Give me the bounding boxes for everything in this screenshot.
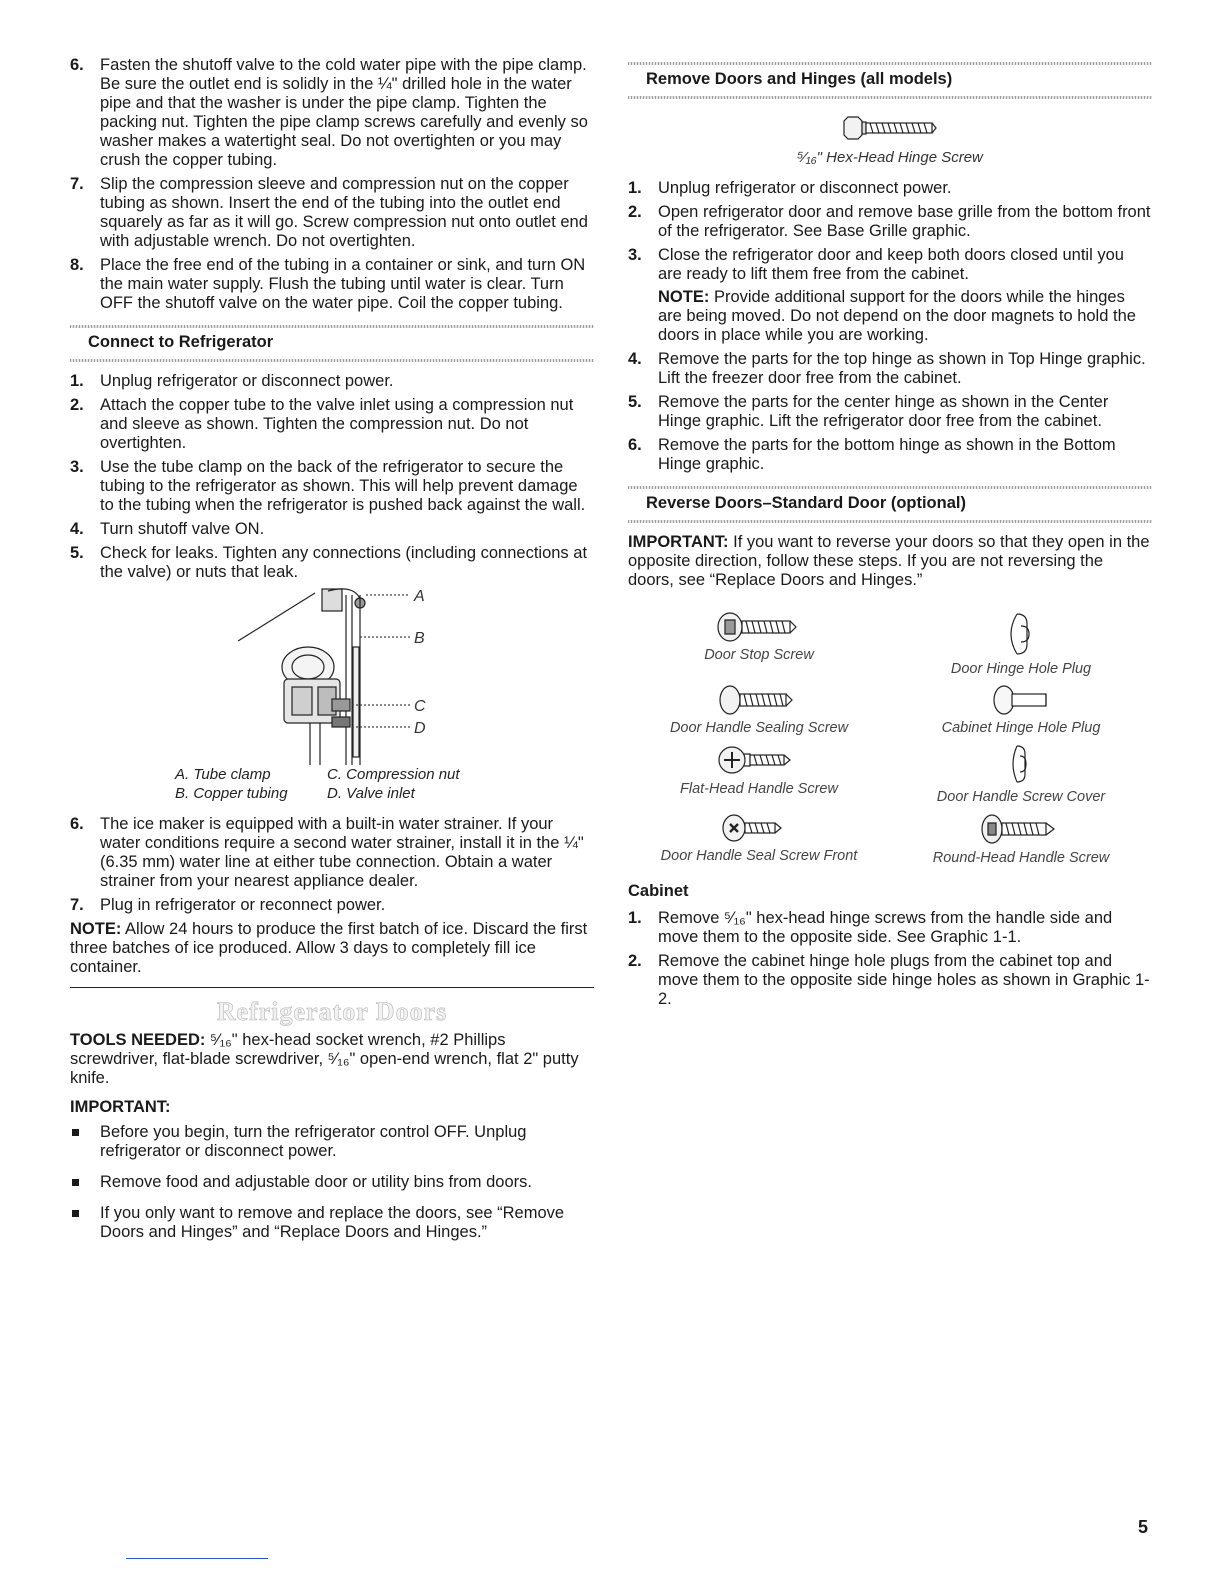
- important-bullets: [70, 1123, 594, 1242]
- bullet-text: Before you begin, turn the refrigerator control OFF. Unplug refrigerator or disconnect power.: [100, 1123, 527, 1160]
- step-text: Unplug refrigerator or disconnect power.: [658, 179, 952, 197]
- step-text: Plug in refrigerator or reconnect power.: [100, 896, 386, 914]
- step-text: Remove ⁵⁄₁₆" hex-head hinge screws from the handle side and move them to the opposite side. See Graphic 1-1.: [658, 909, 1113, 946]
- legend-a: A. Tube clamp: [175, 766, 271, 783]
- step-number: 4.: [70, 520, 84, 538]
- step-text: Close the refrigerator door and keep both doors closed until you are ready to lift them free from the cabinet.: [658, 246, 1124, 283]
- important-label: IMPORTANT:: [628, 533, 729, 551]
- list-item: [70, 396, 594, 453]
- callout-b: B: [414, 630, 425, 647]
- list-item: [628, 179, 1152, 198]
- bullet-text: Remove food and adjustable door or utility bins from doors.: [100, 1173, 532, 1191]
- step-text: Open refrigerator door and remove base grille from the bottom front of the refrigerator. See Base Grille graphic.: [658, 203, 1151, 240]
- part-door-handle-seal-screw-front: [628, 811, 890, 868]
- connect-steps-list: [70, 372, 594, 582]
- step-number: 6.: [70, 56, 84, 74]
- step-text: Turn shutoff valve ON.: [100, 520, 265, 538]
- step-number: 3.: [628, 246, 642, 264]
- section-divider: [70, 987, 594, 988]
- list-item: [70, 56, 594, 170]
- step-number: 2.: [70, 396, 84, 414]
- water-steps-list: [70, 56, 594, 313]
- door-hinge-hole-plug-icon: [991, 610, 1051, 658]
- page-number: 5: [1137, 1517, 1148, 1537]
- legend-b: B. Copper tubing: [175, 785, 288, 802]
- list-item: [628, 350, 1152, 388]
- step-number: 6.: [70, 815, 84, 833]
- list-item: [70, 458, 594, 515]
- list-item: [70, 544, 594, 582]
- list-item: [628, 246, 1152, 345]
- compression-nut-shape: [332, 699, 350, 711]
- bullet-square-icon: [72, 1210, 79, 1217]
- door-handle-screw-cover-icon: [991, 742, 1051, 786]
- step-text: Remove the parts for the center hinge as shown in the Center Hinge graphic. Lift the refrigerator door free from the cabinet.: [658, 393, 1109, 430]
- after-steps-list: [70, 815, 594, 915]
- reverse-important: [628, 533, 1152, 590]
- tube-clamp-shape: [322, 589, 342, 611]
- part-caption: Door Handle Seal Screw Front: [660, 848, 858, 864]
- round-head-handle-screw-icon: [976, 811, 1066, 847]
- door-handle-sealing-screw-icon: [714, 683, 804, 717]
- remove-heading: Remove Doors and Hinges (all models): [628, 62, 1152, 99]
- step-number: 1.: [70, 372, 84, 390]
- step-number: 2.: [628, 203, 642, 221]
- figure-legend: [175, 765, 594, 803]
- step-text: Use the tube clamp on the back of the refrigerator to secure the tubing to the refrigerator as shown. This will help prevent damage to the tubing when the refrigerator is pushed back against the wall.: [100, 458, 586, 514]
- part-door-hinge-hole-plug: [890, 610, 1152, 679]
- note-label: NOTE:: [70, 920, 122, 938]
- list-item: [70, 1123, 594, 1161]
- valve-illustration: [70, 587, 594, 765]
- hinge-screw-caption: ⁵⁄₁₆" Hex-Head Hinge Screw: [797, 149, 983, 166]
- important-text: If you want to reverse your doors so that they open in the opposite direction, follow these steps. If you are not reversing the doors, see “Replace Doors and Hinges.”: [628, 533, 1150, 589]
- legend-d: D. Valve inlet: [327, 785, 415, 802]
- tools-text: ⁵⁄₁₆" hex-head socket wrench, #2 Phillips screwdriver, flat-blade screwdriver, ⁵⁄₁₆" open-end wrench, flat 2" putty knife.: [70, 1031, 579, 1087]
- part-caption: Cabinet Hinge Hole Plug: [941, 720, 1101, 736]
- reverse-heading: Reverse Doors–Standard Door (optional): [628, 486, 1152, 523]
- step-text: Check for leaks. Tighten any connections (including connections at the valve) or nuts that leak.: [100, 544, 588, 581]
- step-text: Place the free end of the tubing in a container or sink, and turn ON the main water supply. Flush the tubing until water is clear. Turn OFF the shutoff valve on the water pipe. Coil the copper tubing.: [100, 256, 586, 312]
- bullet-square-icon: [72, 1129, 79, 1136]
- step-number: 7.: [70, 896, 84, 914]
- flat-head-handle-screw-icon: [714, 742, 804, 778]
- list-item: [70, 520, 594, 539]
- part-caption: Door Handle Sealing Screw: [669, 720, 849, 736]
- note-label: NOTE:: [658, 288, 710, 306]
- list-item: [628, 203, 1152, 241]
- step-text: Remove the cabinet hinge hole plugs from the cabinet top and move them to the opposite side hinge holes as shown in Graphic 1-2.: [658, 952, 1150, 1008]
- part-caption: Door Hinge Hole Plug: [950, 661, 1092, 677]
- step-text: Attach the copper tube to the valve inlet using a compression nut and sleeve as shown. Tighten the compression nut. Do not overtighten.: [100, 396, 574, 452]
- part-door-handle-screw-cover: [890, 742, 1152, 807]
- step-text: Unplug refrigerator or disconnect power.: [100, 372, 394, 390]
- part-door-stop-screw: [628, 610, 890, 679]
- hex-head-hinge-screw-icon: [840, 113, 940, 143]
- note-text: Provide additional support for the doors while the hinges are being moved. Do not depend on the door magnets to hold the doors in place while you are working.: [658, 288, 1136, 344]
- step-number: 8.: [70, 256, 84, 274]
- step-text: Remove the parts for the bottom hinge as shown in the Bottom Hinge graphic.: [658, 436, 1116, 473]
- part-caption: Door Handle Screw Cover: [936, 789, 1106, 805]
- valve-connection-figure: [70, 587, 594, 765]
- step-number: 5.: [70, 544, 84, 562]
- part-flat-head-handle-screw: [628, 742, 890, 807]
- step-text: Fasten the shutoff valve to the cold water pipe with the pipe clamp. Be sure the outlet end is solidly in the ¼" drilled hole in the water pipe and that the washer is under the pipe clamp. Tighten the packing nut. Tighten the pipe clamp screws carefully and evenly so washer makes a watertight seal. Do not overtighten or you may crush the copper tubing.: [100, 56, 588, 169]
- list-item: [628, 436, 1152, 474]
- list-item: [70, 815, 594, 891]
- step-number: 7.: [70, 175, 84, 193]
- step-number: 2.: [628, 952, 642, 970]
- list-item: [628, 952, 1152, 1009]
- list-item: [70, 372, 594, 391]
- part-cabinet-hinge-hole-plug: [890, 683, 1152, 738]
- footer-rule: [126, 1558, 268, 1559]
- tools-needed: [70, 1031, 594, 1088]
- door-stop-screw-icon: [714, 610, 804, 644]
- part-caption: Door Stop Screw: [704, 647, 814, 663]
- callout-a: A: [414, 588, 425, 605]
- parts-grid: [628, 610, 1152, 868]
- chapter-title: Refrigerator Doors: [216, 997, 448, 1026]
- cabinet-steps-list: [628, 909, 1152, 1009]
- list-item: [70, 1204, 594, 1242]
- left-column: [70, 56, 594, 1254]
- ice-note: [70, 920, 594, 977]
- cabinet-heading: Cabinet: [628, 882, 689, 900]
- list-item: [628, 393, 1152, 431]
- list-item: [70, 175, 594, 251]
- door-handle-seal-screw-front-icon: [714, 811, 804, 845]
- step-number: 3.: [70, 458, 84, 476]
- part-door-handle-sealing-screw: [628, 683, 890, 738]
- list-item: [70, 896, 594, 915]
- step-text: Slip the compression sleeve and compression nut on the copper tubing as shown. Insert the end of the tubing into the outlet end squarely as far as it will go. Screw compression nut onto outlet end with adjustable wrench. Do not overtighten.: [100, 175, 588, 250]
- list-item: [70, 256, 594, 313]
- part-round-head-handle-screw: [890, 811, 1152, 868]
- part-caption: Flat-Head Handle Screw: [680, 781, 838, 797]
- important-label: IMPORTANT:: [70, 1098, 171, 1116]
- right-column: [628, 56, 1152, 1014]
- leader-line: [238, 593, 315, 641]
- cabinet-hinge-hole-plug-icon: [986, 683, 1056, 717]
- bullet-text: If you only want to remove and replace the doors, see “Remove Doors and Hinges” and “Replace Doors and Hinges.”: [100, 1204, 565, 1241]
- connect-heading: Connect to Refrigerator: [70, 325, 594, 362]
- step-number: 4.: [628, 350, 642, 368]
- step-number: 5.: [628, 393, 642, 411]
- list-item: [628, 909, 1152, 947]
- step-number: 6.: [628, 436, 642, 454]
- list-item: [70, 1173, 594, 1192]
- step-text: Remove the parts for the top hinge as shown in Top Hinge graphic. Lift the freezer door free from the cabinet.: [658, 350, 1146, 387]
- remove-note: [658, 288, 1152, 345]
- step-text: The ice maker is equipped with a built-in water strainer. If your water conditions require a second water strainer, install it in the ¼" (6.35 mm) water line at either tube connection. Obtain a water strainer from your nearest appliance dealer.: [100, 815, 584, 890]
- tools-label: TOOLS NEEDED:: [70, 1031, 206, 1049]
- hinge-screw-figure: [628, 113, 1152, 167]
- remove-steps-list: [628, 179, 1152, 474]
- step-number: 1.: [628, 909, 642, 927]
- step-number: 1.: [628, 179, 642, 197]
- legend-c: C. Compression nut: [327, 766, 460, 783]
- note-text: Allow 24 hours to produce the first batch of ice. Discard the first three batches of ice produced. Allow 3 days to completely fill ice container.: [70, 920, 588, 976]
- callout-c: C: [414, 698, 426, 715]
- callout-d: D: [414, 720, 426, 737]
- valve-inlet-shape: [332, 717, 350, 727]
- bullet-square-icon: [72, 1179, 79, 1186]
- part-caption: Round-Head Handle Screw: [932, 850, 1110, 866]
